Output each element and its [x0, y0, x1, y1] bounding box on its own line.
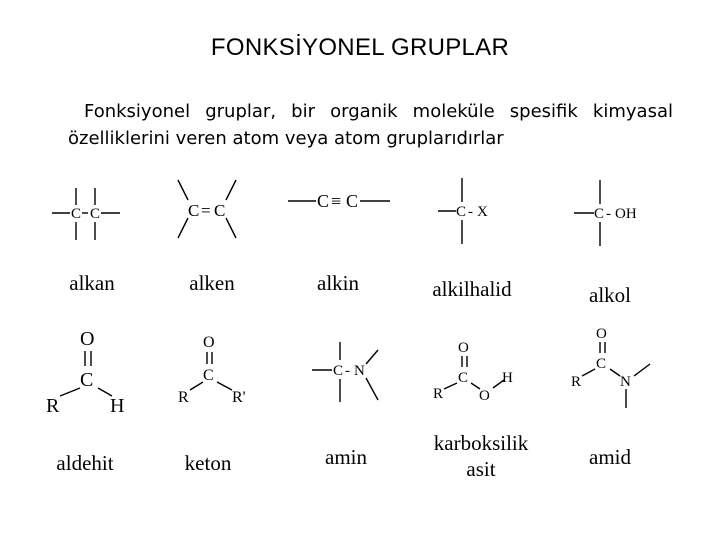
amin-structure — [308, 340, 388, 412]
keton-structure — [176, 330, 256, 410]
alken-c2: C — [214, 201, 226, 220]
alkin-c2: C — [346, 191, 359, 211]
karboksilik-h: H — [502, 370, 513, 386]
karboksilik-o1: O — [458, 340, 469, 356]
alkan-structure — [50, 180, 134, 246]
alkol-c: C — [594, 206, 605, 222]
label-alkilhalid: alkilhalid — [432, 277, 512, 301]
intro-text — [68, 98, 673, 152]
intro-line-1: Fonksiyonel gruplar, bir organik moleküle spesifik kimyasal — [84, 101, 673, 122]
alkol-oh: OH — [615, 206, 637, 222]
karboksilik-r: R — [433, 386, 444, 402]
label-alken: alken — [189, 271, 235, 295]
alkin-triple-bond: ≡ — [331, 191, 342, 211]
label-alkan: alkan — [69, 271, 115, 295]
alkilhalid-x: X — [477, 204, 488, 220]
label-amin: amin — [325, 445, 367, 469]
karboksilik-asit-structure — [430, 334, 526, 406]
alkilhalid-structure — [436, 176, 516, 248]
aldehit-structure — [42, 326, 138, 418]
keton-r-prime: R' — [232, 389, 246, 406]
label-alkin: alkin — [317, 271, 359, 295]
keton-r: R — [178, 389, 189, 406]
aldehit-h: H — [110, 395, 125, 417]
alkilhalid-bond: - — [468, 204, 473, 220]
amid-o: O — [596, 326, 607, 342]
label-aldehit: aldehit — [56, 451, 114, 475]
page-title: FONKSİYONEL GRUPLAR — [210, 34, 510, 61]
amid-structure — [566, 320, 666, 416]
alkan-c2: C — [90, 206, 101, 222]
amid-n: N — [620, 374, 631, 390]
aldehit-r: R — [46, 395, 60, 417]
intro-line-2: özelliklerini veren atom veya atom gruplarıdırlar — [68, 128, 504, 149]
amin-n: N — [354, 363, 365, 379]
alken-double-bond: = — [201, 201, 211, 220]
alken-structure — [172, 176, 248, 246]
amin-c: C — [333, 363, 344, 379]
amid-c: C — [596, 356, 607, 372]
alken-c1: C — [188, 201, 200, 220]
keton-c: C — [203, 367, 214, 384]
keton-o: O — [203, 334, 215, 351]
alkol-bond: - — [606, 206, 611, 222]
alkan-c1: C — [71, 206, 82, 222]
alkin-c1: C — [317, 191, 330, 211]
alkol-structure — [568, 176, 656, 252]
amid-r: R — [571, 374, 582, 390]
karboksilik-c: C — [458, 370, 469, 386]
label-keton: keton — [184, 451, 232, 475]
aldehit-o: O — [80, 328, 95, 350]
karboksilik-o2: O — [479, 388, 490, 404]
alkin-structure — [286, 186, 396, 216]
alkilhalid-c: C — [456, 204, 467, 220]
amin-bond: - — [345, 363, 350, 379]
label-amid: amid — [589, 445, 631, 469]
aldehit-c: C — [80, 369, 94, 391]
label-alkol: alkol — [589, 283, 631, 307]
label-karboksilik-asit: karboksilik asit — [433, 431, 529, 481]
